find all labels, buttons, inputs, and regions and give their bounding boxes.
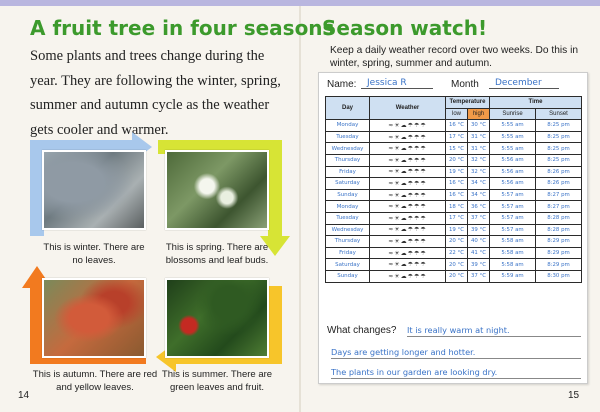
wind-icon: ≈ [388, 133, 395, 141]
weather-icons-cell [370, 270, 446, 282]
low-temp-cell: 16 °C [446, 120, 468, 132]
table-row [326, 212, 582, 224]
day-cell: Monday [326, 120, 370, 132]
low-temp-cell: 17 °C [446, 131, 468, 143]
sunrise-cell: 5:57 am [490, 189, 536, 201]
day-cell: Monday [326, 201, 370, 213]
rain-icon: ☂ [407, 237, 415, 245]
cloud-icon: ☁ [400, 237, 408, 245]
weather-icons-cell [370, 120, 446, 132]
autumn-tree-photo [42, 278, 146, 358]
sunrise-cell: 5:59 am [490, 270, 536, 282]
cloud-icon: ☁ [400, 179, 408, 187]
rain-icon: ☂ [414, 249, 421, 257]
intro-paragraph: Some plants and trees change during the year. They are following the winter, spring, summer and autumn cycle as the weather gets cooler and warmer. [30, 48, 281, 138]
sun-icon: ☀ [394, 249, 401, 257]
day-cell: Friday [326, 247, 370, 259]
cloud-icon: ☁ [400, 133, 408, 141]
day-cell: Sunday [326, 189, 370, 201]
sunrise-cell: 5:57 am [490, 224, 536, 236]
low-temp-cell: 18 °C [446, 201, 468, 213]
high-temp-cell: 30 °C [468, 120, 490, 132]
weather-icons-cell [370, 224, 446, 236]
wind-icon: ≈ [388, 191, 395, 199]
wind-icon: ≈ [388, 226, 395, 234]
weather-icons-cell [370, 189, 446, 201]
rain-icon: ☂ [414, 226, 421, 234]
day-cell: Wednesday [326, 224, 370, 236]
rain-icon: ☂ [407, 272, 415, 280]
sun-icon: ☀ [394, 214, 401, 222]
header-day: Day [326, 97, 370, 120]
sunset-cell: 8:29 pm [536, 236, 582, 248]
weather-icons-cell [370, 247, 446, 259]
cloud-icon: ☁ [400, 121, 408, 129]
sun-icon: ☀ [394, 168, 401, 176]
summer-tree-photo [165, 278, 269, 358]
table-row [326, 247, 582, 259]
rain-icon: ☂ [420, 156, 427, 164]
day-cell: Friday [326, 166, 370, 178]
rain-icon: ☂ [420, 237, 427, 245]
high-temp-cell: 32 °C [468, 154, 490, 166]
high-temp-cell: 31 °C [468, 143, 490, 155]
header-low: low [446, 108, 468, 120]
table-row [326, 224, 582, 236]
sun-icon: ☀ [394, 261, 401, 269]
day-cell: Saturday [326, 259, 370, 271]
rain-icon: ☂ [414, 237, 421, 245]
page-number-left: 14 [18, 390, 30, 401]
sunrise-cell: 5:55 am [490, 131, 536, 143]
what-changes-label: What changes? [327, 325, 397, 336]
sun-icon: ☀ [394, 203, 401, 211]
sunset-cell: 8:27 pm [536, 201, 582, 213]
cloud-icon: ☁ [400, 261, 408, 269]
cloud-icon: ☁ [400, 203, 408, 211]
right-page-title: Season watch! [322, 16, 488, 40]
low-temp-cell: 19 °C [446, 224, 468, 236]
rain-icon: ☂ [414, 133, 421, 141]
weather-icons-cell [370, 212, 446, 224]
spring-tree-photo [165, 150, 269, 230]
rain-icon: ☂ [420, 272, 427, 280]
rain-icon: ☂ [407, 261, 415, 269]
table-row [326, 131, 582, 143]
sunrise-cell: 5:58 am [490, 247, 536, 259]
name-field: Jessica R [361, 78, 433, 89]
high-temp-cell: 37 °C [468, 212, 490, 224]
rain-icon: ☂ [407, 156, 415, 164]
sun-icon: ☀ [394, 133, 401, 141]
month-label: Month [451, 79, 479, 90]
wind-icon: ≈ [388, 261, 395, 269]
low-temp-cell: 16 °C [446, 189, 468, 201]
table-row [326, 166, 582, 178]
rain-icon: ☂ [420, 121, 427, 129]
wind-icon: ≈ [388, 145, 395, 153]
sun-icon: ☀ [394, 121, 401, 129]
weather-table [325, 96, 582, 283]
high-temp-cell: 34 °C [468, 189, 490, 201]
low-temp-cell: 22 °C [446, 247, 468, 259]
sunrise-cell: 5:58 am [490, 236, 536, 248]
weather-table-body [326, 120, 582, 282]
day-cell: Sunday [326, 270, 370, 282]
header-weather: Weather [370, 97, 446, 120]
sunset-cell: 8:25 pm [536, 154, 582, 166]
rain-icon: ☂ [407, 226, 415, 234]
rain-icon: ☂ [420, 249, 427, 257]
month-field: December [489, 78, 559, 89]
rain-icon: ☂ [414, 191, 421, 199]
day-cell: Tuesday [326, 131, 370, 143]
rain-icon: ☂ [414, 261, 421, 269]
table-row [326, 178, 582, 190]
cloud-icon: ☁ [400, 214, 408, 222]
sunrise-cell: 5:55 am [490, 120, 536, 132]
weather-icons-cell [370, 236, 446, 248]
day-cell: Thursday [326, 236, 370, 248]
wind-icon: ≈ [388, 179, 395, 187]
rain-icon: ☂ [407, 214, 415, 222]
rain-icon: ☂ [420, 168, 427, 176]
answer-line-3: The plants in our garden are looking dry. [331, 366, 581, 379]
wind-icon: ≈ [388, 214, 395, 222]
spring-caption: This is spring. There are blossoms and leaf buds. [165, 242, 269, 266]
weather-icons-cell [370, 201, 446, 213]
sunset-cell: 8:28 pm [536, 224, 582, 236]
rain-icon: ☂ [414, 203, 421, 211]
sunset-cell: 8:25 pm [536, 143, 582, 155]
rain-icon: ☂ [414, 179, 421, 187]
sunset-cell: 8:30 pm [536, 270, 582, 282]
rain-icon: ☂ [407, 121, 415, 129]
sunset-cell: 8:28 pm [536, 212, 582, 224]
table-row [326, 270, 582, 282]
wind-icon: ≈ [388, 168, 395, 176]
low-temp-cell: 17 °C [446, 212, 468, 224]
low-temp-cell: 20 °C [446, 236, 468, 248]
rain-icon: ☂ [420, 191, 427, 199]
wind-icon: ≈ [388, 249, 395, 257]
sunset-cell: 8:26 pm [536, 178, 582, 190]
cloud-icon: ☁ [400, 145, 408, 153]
sunset-cell: 8:29 pm [536, 247, 582, 259]
table-row [326, 201, 582, 213]
cloud-icon: ☁ [400, 156, 408, 164]
header-sunset: Sunset [536, 108, 582, 120]
sunset-cell: 8:27 pm [536, 189, 582, 201]
header-temperature: Temperature [446, 97, 490, 109]
sun-icon: ☀ [394, 226, 401, 234]
cloud-icon: ☁ [400, 191, 408, 199]
answer-line-1: It is really warm at night. [407, 324, 581, 337]
wind-icon: ≈ [388, 203, 395, 211]
weather-icons-cell [370, 166, 446, 178]
cloud-icon: ☁ [400, 168, 408, 176]
rain-icon: ☂ [414, 214, 421, 222]
rain-icon: ☂ [420, 203, 427, 211]
weather-icons-cell [370, 143, 446, 155]
rain-icon: ☂ [407, 133, 415, 141]
sunrise-cell: 5:58 am [490, 259, 536, 271]
rain-icon: ☂ [414, 145, 421, 153]
winter-tree-photo [42, 150, 146, 230]
weather-record-sheet [318, 72, 588, 384]
rain-icon: ☂ [420, 145, 427, 153]
page-number-right: 15 [568, 390, 580, 401]
sun-icon: ☀ [394, 272, 401, 280]
sun-icon: ☀ [394, 145, 401, 153]
day-cell: Saturday [326, 178, 370, 190]
sunrise-cell: 5:55 am [490, 143, 536, 155]
wind-icon: ≈ [388, 237, 395, 245]
weather-icons-cell [370, 131, 446, 143]
sunset-cell: 8:25 pm [536, 120, 582, 132]
table-row [326, 143, 582, 155]
wind-icon: ≈ [388, 272, 395, 280]
rain-icon: ☂ [414, 156, 421, 164]
wind-icon: ≈ [388, 121, 395, 129]
high-temp-cell: 40 °C [468, 236, 490, 248]
left-page-title: A fruit tree in four seasons [30, 16, 335, 40]
table-row [326, 236, 582, 248]
rain-icon: ☂ [407, 203, 415, 211]
sunset-cell: 8:25 pm [536, 131, 582, 143]
sunset-cell: 8:26 pm [536, 166, 582, 178]
cloud-icon: ☁ [400, 226, 408, 234]
rain-icon: ☂ [420, 133, 427, 141]
high-temp-cell: 36 °C [468, 201, 490, 213]
low-temp-cell: 15 °C [446, 143, 468, 155]
weather-icons-cell [370, 178, 446, 190]
rain-icon: ☂ [407, 168, 415, 176]
high-temp-cell: 32 °C [468, 166, 490, 178]
day-cell: Thursday [326, 154, 370, 166]
autumn-caption: This is autumn. There are red and yellow leaves. [32, 369, 158, 393]
low-temp-cell: 20 °C [446, 259, 468, 271]
sunrise-cell: 5:56 am [490, 178, 536, 190]
rain-icon: ☂ [414, 121, 421, 129]
high-temp-cell: 41 °C [468, 247, 490, 259]
low-temp-cell: 20 °C [446, 154, 468, 166]
summer-caption: This is summer. There are green leaves and fruit. [161, 369, 273, 393]
cloud-icon: ☁ [400, 249, 408, 257]
rain-icon: ☂ [407, 191, 415, 199]
rain-icon: ☂ [420, 214, 427, 222]
rain-icon: ☂ [420, 179, 427, 187]
wind-icon: ≈ [388, 156, 395, 164]
answer-line-2: Days are getting longer and hotter. [331, 346, 581, 359]
high-temp-cell: 39 °C [468, 224, 490, 236]
table-row [326, 259, 582, 271]
sunset-cell: 8:29 pm [536, 259, 582, 271]
low-temp-cell: 16 °C [446, 178, 468, 190]
name-label: Name: [327, 79, 357, 90]
winter-caption: This is winter. There are no leaves. [43, 242, 145, 266]
sunrise-cell: 5:56 am [490, 166, 536, 178]
rain-icon: ☂ [407, 179, 415, 187]
rain-icon: ☂ [414, 168, 421, 176]
rain-icon: ☂ [407, 249, 415, 257]
header-high: high [468, 108, 490, 120]
day-cell: Tuesday [326, 212, 370, 224]
sun-icon: ☀ [394, 179, 401, 187]
sun-icon: ☀ [394, 191, 401, 199]
rain-icon: ☂ [407, 145, 415, 153]
high-temp-cell: 37 °C [468, 270, 490, 282]
day-cell: Wednesday [326, 143, 370, 155]
low-temp-cell: 19 °C [446, 166, 468, 178]
low-temp-cell: 20 °C [446, 270, 468, 282]
season-watch-intro: Keep a daily weather record over two weeks. Do this in winter, spring, summer and autumn. [330, 45, 579, 69]
header-time: Time [490, 97, 582, 109]
table-row [326, 120, 582, 132]
rain-icon: ☂ [420, 261, 427, 269]
high-temp-cell: 31 °C [468, 131, 490, 143]
sunrise-cell: 5:57 am [490, 201, 536, 213]
rain-icon: ☂ [420, 226, 427, 234]
high-temp-cell: 34 °C [468, 178, 490, 190]
table-row [326, 189, 582, 201]
table-row [326, 154, 582, 166]
high-temp-cell: 39 °C [468, 259, 490, 271]
sunrise-cell: 5:56 am [490, 154, 536, 166]
header-sunrise: Sunrise [490, 108, 536, 120]
sunrise-cell: 5:57 am [490, 212, 536, 224]
cloud-icon: ☁ [400, 272, 408, 280]
weather-icons-cell [370, 154, 446, 166]
rain-icon: ☂ [414, 272, 421, 280]
weather-icons-cell [370, 259, 446, 271]
sun-icon: ☀ [394, 237, 401, 245]
sun-icon: ☀ [394, 156, 401, 164]
